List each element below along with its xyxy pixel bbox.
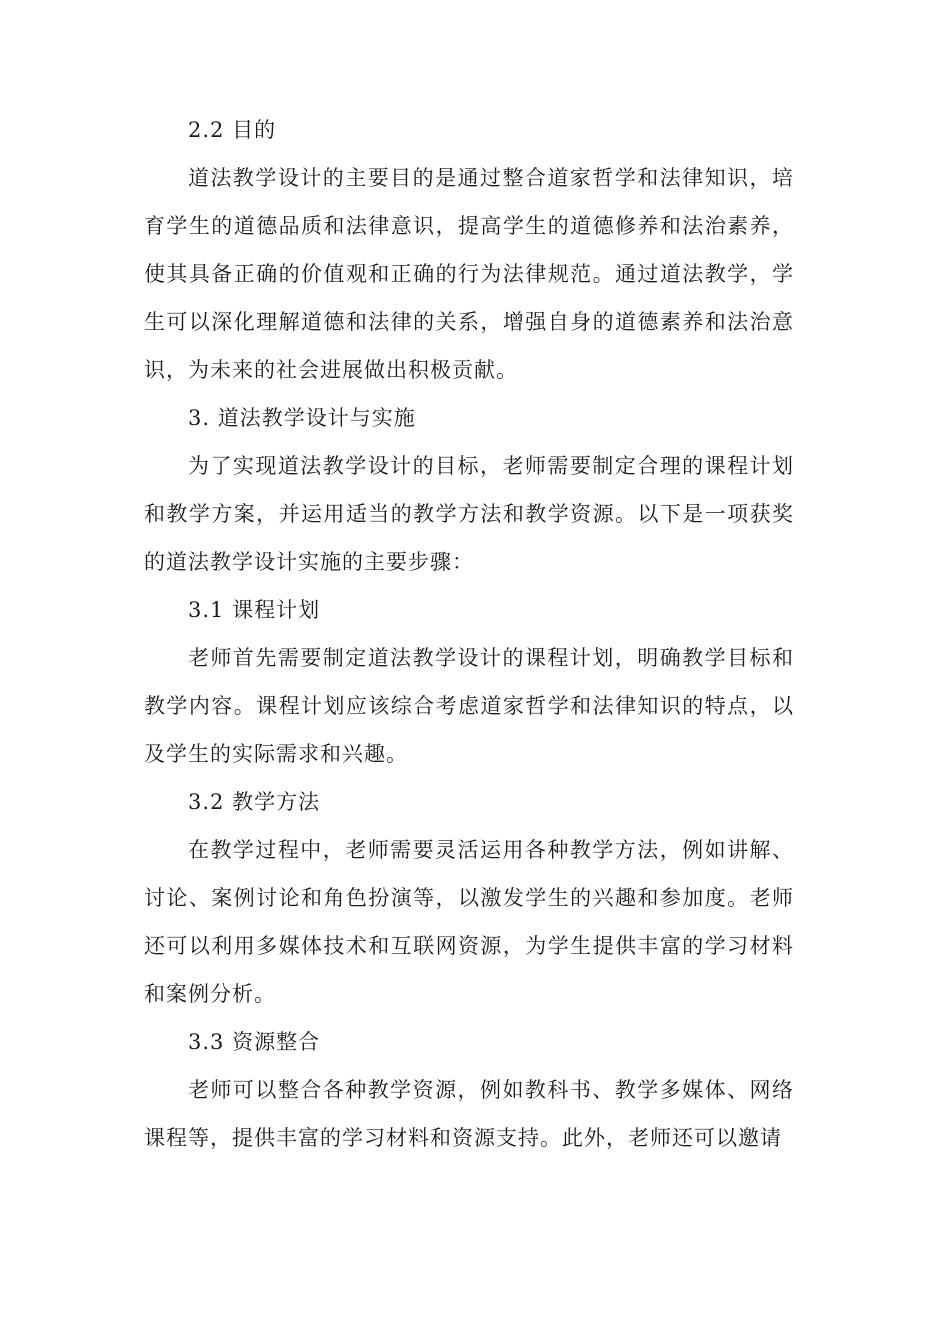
paragraph-resource-integration: 老师可以整合各种教学资源，例如教科书、教学多媒体、网络课程等，提供丰富的学习材料和资源支持。此外，老师还可以邀请 bbox=[144, 1078, 794, 1150]
section-heading-2-2: 2.2 目的 bbox=[188, 118, 277, 142]
section-heading-3-3: 3.3 资源整合 bbox=[188, 1030, 321, 1054]
section-heading-3: 3. 道法教学设计与实施 bbox=[188, 406, 416, 430]
section-heading-3-2: 3.2 教学方法 bbox=[188, 790, 321, 814]
paragraph-purpose: 道法教学设计的主要目的是通过整合道家哲学和法律知识，培育学生的道德品质和法律意识，提高学生的道德修养和法治素养，使其具备正确的价值观和正确的行为法律规范。通过道法教学，学生可以深化理解道德和法律的关系，增强自身的道德素养和法治意识，为未来的社会进展做出积极贡献。 bbox=[144, 166, 794, 382]
paragraph-course-plan: 老师首先需要制定道法教学设计的课程计划，明确教学目标和教学内容。课程计划应该综合考虑道家哲学和法律知识的特点，以及学生的实际需求和兴趣。 bbox=[144, 646, 794, 766]
section-heading-3-1: 3.1 课程计划 bbox=[188, 598, 321, 622]
document-body bbox=[144, 106, 794, 1162]
paragraph-teaching-methods: 在教学过程中，老师需要灵活运用各种教学方法，例如讲解、讨论、案例讨论和角色扮演等，以激发学生的兴趣和参加度。老师还可以利用多媒体技术和互联网资源，为学生提供丰富的学习材料和案例分析。 bbox=[144, 838, 794, 1006]
paragraph-design-implementation: 为了实现道法教学设计的目标，老师需要制定合理的课程计划和教学方案，并运用适当的教学方法和教学资源。以下是一项获奖的道法教学设计实施的主要步骤： bbox=[144, 454, 794, 574]
